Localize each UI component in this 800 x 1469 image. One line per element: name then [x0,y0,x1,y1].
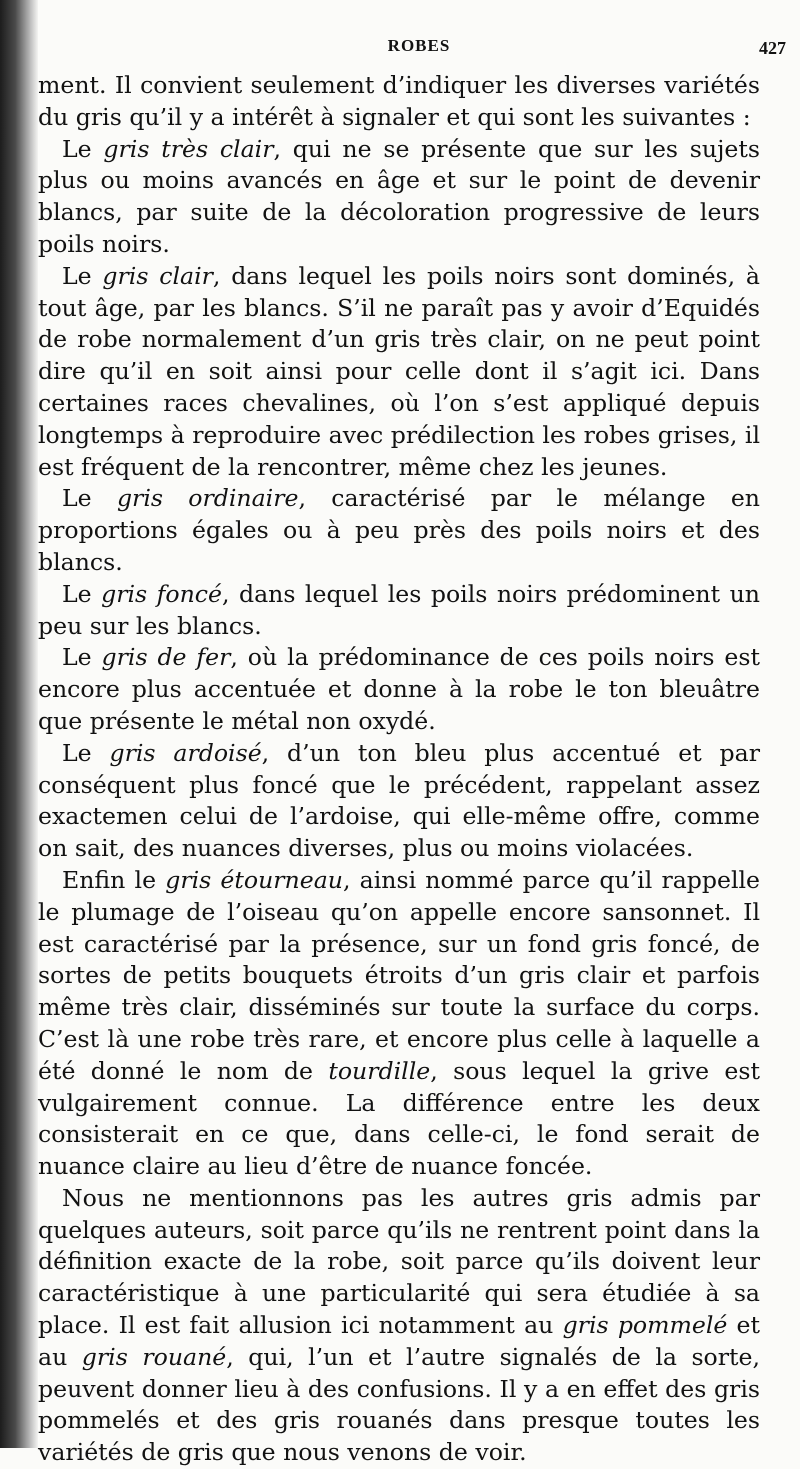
paragraph [38,1183,760,1469]
text-run: , qui, l’un et l’autre signalés de la sorte, peuvent donner lieu à des confusions. Il y a en effet des gris pommelés et des gris rouanés dans presque toutes les variétés de gris que nous venons de voir. [38,1342,760,1467]
page-number: 427 [759,38,786,58]
text-run: Nous ne mentionnons pas les autres gris admis par quelques auteurs, soit parce qu’ils ne rentrent point dans la définition exacte de la robe, soit parce qu’ils doivent leur caractéristique à une particularité qui sera étudiée à sa place. Il est fait allusion ici notamment au [38,1183,760,1340]
text-run: , caractérisé par le mélange en proportions égales ou à peu près des poils noirs et des blancs. [38,484,760,576]
text-run: Le [62,738,110,767]
italic-term: gris étourneau [165,865,343,894]
text-run: ment. Il convient seulement d’indiquer les diverses variétés du gris qu’il y a intérêt à signaler et qui sont les suivantes : [38,71,760,131]
text-run: Le [62,579,102,608]
text-run: Enfin le [62,865,166,894]
italic-term: gris foncé [101,579,222,608]
text-run: , sous lequel la grive est vulgairement connue. La différence entre les deux consisterait en ce que, dans celle-ci, le fond serait de nuance claire au lieu d’être de nuance foncée. [38,1056,760,1181]
text-run: , qui ne se présente que sur les sujets plus ou moins avancés en âge et sur le point de devenir blancs, par suite de la décoloration progressive de leurs poils noirs. [38,134,760,258]
body-text [38,70,760,1469]
italic-term: gris de fer [101,643,231,672]
paragraph [38,70,760,134]
book-page [38,0,800,1467]
text-run: , dans lequel les poils noirs sont dominés, à tout âge, par les blancs. S’il ne paraît pas y avoir d’Equidés de robe normalement d’un gris très clair, on ne peut point dire qu’il en soit ainsi pour celle dont il s’agit ici. Dans certaines races chevalines, où l’on s’est appliqué depuis longtemps à reproduire avec prédilection les robes grises, il est fréquent de la rencontrer, même chez les jeunes. [38,261,760,481]
text-run: , ainsi nommé parce qu’il rappelle le plumage de l’oiseau qu’on appelle encore sansonnet. Il est caractérisé par la présence, sur un fond gris foncé, de sortes de petits bouquets étroits d’un gris clair et parfois même très clair, disséminés sur toute la surface du corps. C’est là une robe très rare, et encore plus celle à laquelle a été donné le nom de [38,865,761,1085]
italic-term: gris clair [102,261,213,290]
paragraph [38,483,760,578]
running-header [38,36,800,60]
running-title: ROBES [387,36,451,55]
italic-term: gris très clair [103,134,274,163]
italic-term: gris ordinaire [116,484,299,513]
paragraph [38,134,760,261]
text-run: Le [62,134,104,163]
paragraph [38,579,760,643]
paragraph [38,738,760,865]
paragraph [38,865,760,1183]
text-run: Le [62,643,102,672]
paragraph [38,261,760,484]
text-run: , d’un ton bleu plus accentué et par conséquent plus foncé que le précédent, rappelant assez exactemen celui de l’ardoise, qui elle-même offre, comme on sait, des nuances diverses, plus ou moins violacées. [38,738,760,863]
italic-term: gris pommelé [562,1311,728,1340]
italic-term: gris rouané [81,1342,227,1371]
paragraph [38,642,760,737]
italic-term: gris ardoisé [109,738,262,767]
text-run: , où la prédominance de ces poils noirs est encore plus accentuée et donne à la robe le ton bleuâtre que présente le métal non oxydé. [38,643,760,735]
italic-term: tourdille [328,1056,431,1085]
text-run: , dans lequel les poils noirs prédominent un peu sur les blancs. [38,579,760,640]
text-run: Le [62,484,117,513]
book-gutter-shadow [0,0,38,1448]
text-run: Le [62,261,103,290]
text-run: et au [38,1311,760,1371]
